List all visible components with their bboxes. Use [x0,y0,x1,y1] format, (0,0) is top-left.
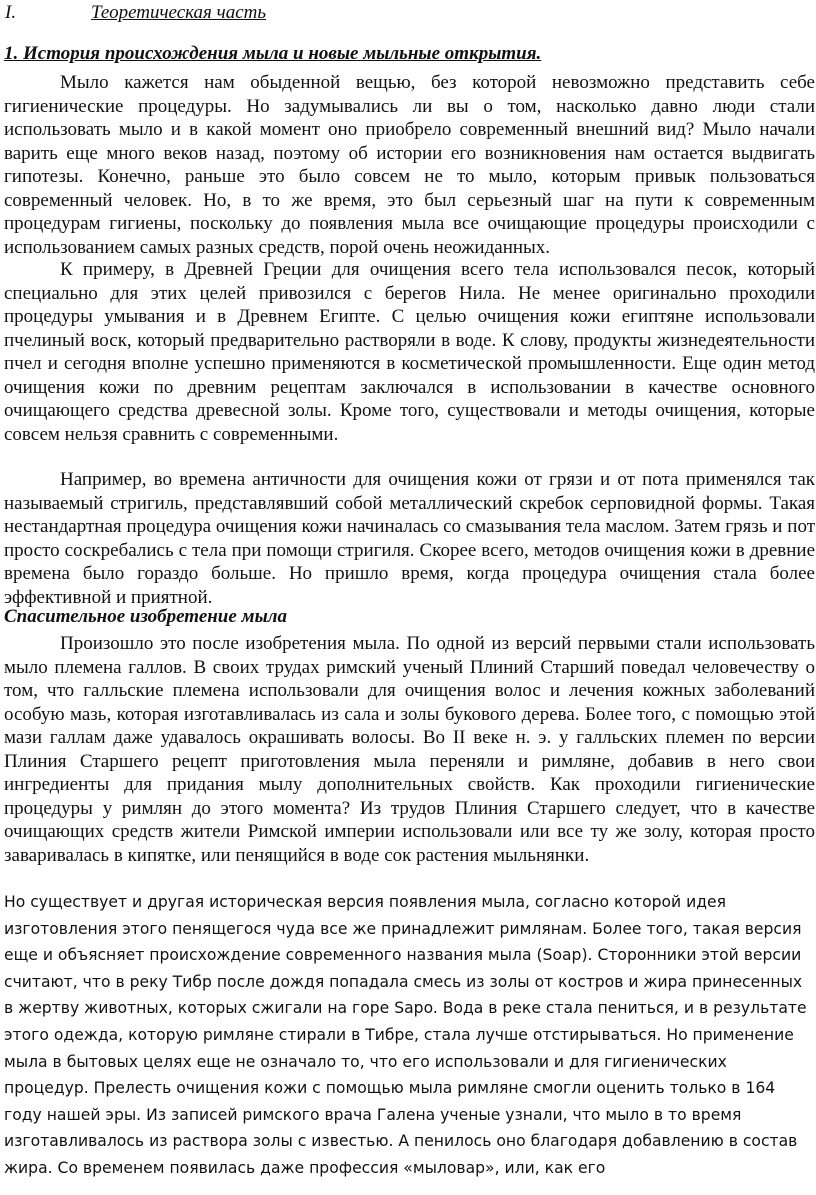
section-number: I. [5,2,17,23]
subheading: Спасительное изобретение мыла [4,606,287,627]
paragraph-strigil: Например, во времена античности для очищения кожи от грязи и от пота применялся так называемый стригиль, представлявший собой металлический скребок серповидной формы. Такая нестандартная процедура очищения кожи начиналась со смазывания тела маслом. Затем грязь и пот просто соскребались с тела при помощи стригиля. Скорее всего, методов очищения кожи в древние времена было гораздо больше. Но пришло время, когда процедура очищения стала более эффективной и приятной. [4,469,815,608]
section-title: Теоретическая часть [91,2,267,23]
paragraph-intro: Мыло кажется нам обыденной вещью, без которой невозможно представить себе гигиенические процедуры. Но задумывались ли вы о том, насколько давно люди стали использовать мыло и в какой момент оно приобрело современный внешний вид? Мыло начали варить еще много веков назад, поэтому об истории его возникновения нам остается выдвигать гипотезы. Конечно, раньше это было совсем не то мыло, которым привык пользоваться современный человек. Но, в то же время, это был серьезный шаг на пути к современным процедурам гигиены, поскольку до появления мыла все очищающие процедуры происходили с использованием самых разных средств, порой очень неожиданных. [4,72,815,258]
section-heading [5,2,805,24]
paragraph-gauls: Произошло это после изобретения мыла. По одной из версий первыми стали использовать мыло племена галлов. В своих трудах римский ученый Плиний Старший поведал человечеству о том, что галльские племена использовали для очищения волос и лечения кожных заболеваний особую мазь, которая изготавливалась из сала и золы букового дерева. Более того, с помощью этой мази галлам даже удавалось окрашивать волосы. Во II веке н. э. у галльских племен по версии Плиния Старшего рецепт приготовления мыла переняли и римляне, добавив в него свои ингредиенты для придания мылу дополнительных свойств. Как проходили гигиенические процедуры у римлян до этого момента? Из трудов Плиния Старшего следует, что в качестве очищающих средств жители Римской империи использовали или все ту же золу, которая просто заваривалась в кипятке, или пенящийся в воде сок растения мыльнянки. [4,633,815,866]
paragraph-greece-egypt: К примеру, в Древней Греции для очищения всего тела использовался песок, который специально для этих целей привозился с берегов Нила. Не менее оригинально проходили процедуры умывания и в Древнем Египте. С целью очищения кожи египтяне использовали пчелиный воск, который предварительно растворяли в воде. К слову, продукты жизнедеятельности пчел и сегодня вполне успешно применяются в косметической промышленности. Еще один метод очищения кожи по древним рецептам заключался в использовании в качестве основного очищающего средства древесной золы. Кроме того, существовали и методы очищения, которые совсем нельзя сравнить с современными. [4,259,815,445]
chapter-title: 1. История происхождения мыла и новые мыльные открытия. [4,43,542,64]
paragraph-roman-version: Но существует и другая историческая версия появления мыла, согласно которой идея изготовления этого пенящегося чуда все же принадлежит римлянам. Более того, такая версия еще и объясняет происхождение современного названия мыла (Soap). Сторонники этой версии считают, что в реку Тибр после дождя попадала смесь из золы от костров и жира принесенных в жертву животных, которых сжигали на горе Sapo. Вода в реке стала пениться, и в результате этого одежда, которую римляне стирали в Тибре, стала лучше отстирываться. Но применение мыла в бытовых целях еще не означало то, что его использовали и для гигиенических процедур. Прелесть очищения кожи с помощью мыла римляне смогли оценить только в 164 году нашей эры. Из записей римского врача Галена ученые узнали, что мыло в то время изготавливалось из раствора золы с известью. А пенилось оно благодаря добавлению в состав жира. Со временем появилась даже профессия «мыловар», или, как его [4,893,807,1177]
